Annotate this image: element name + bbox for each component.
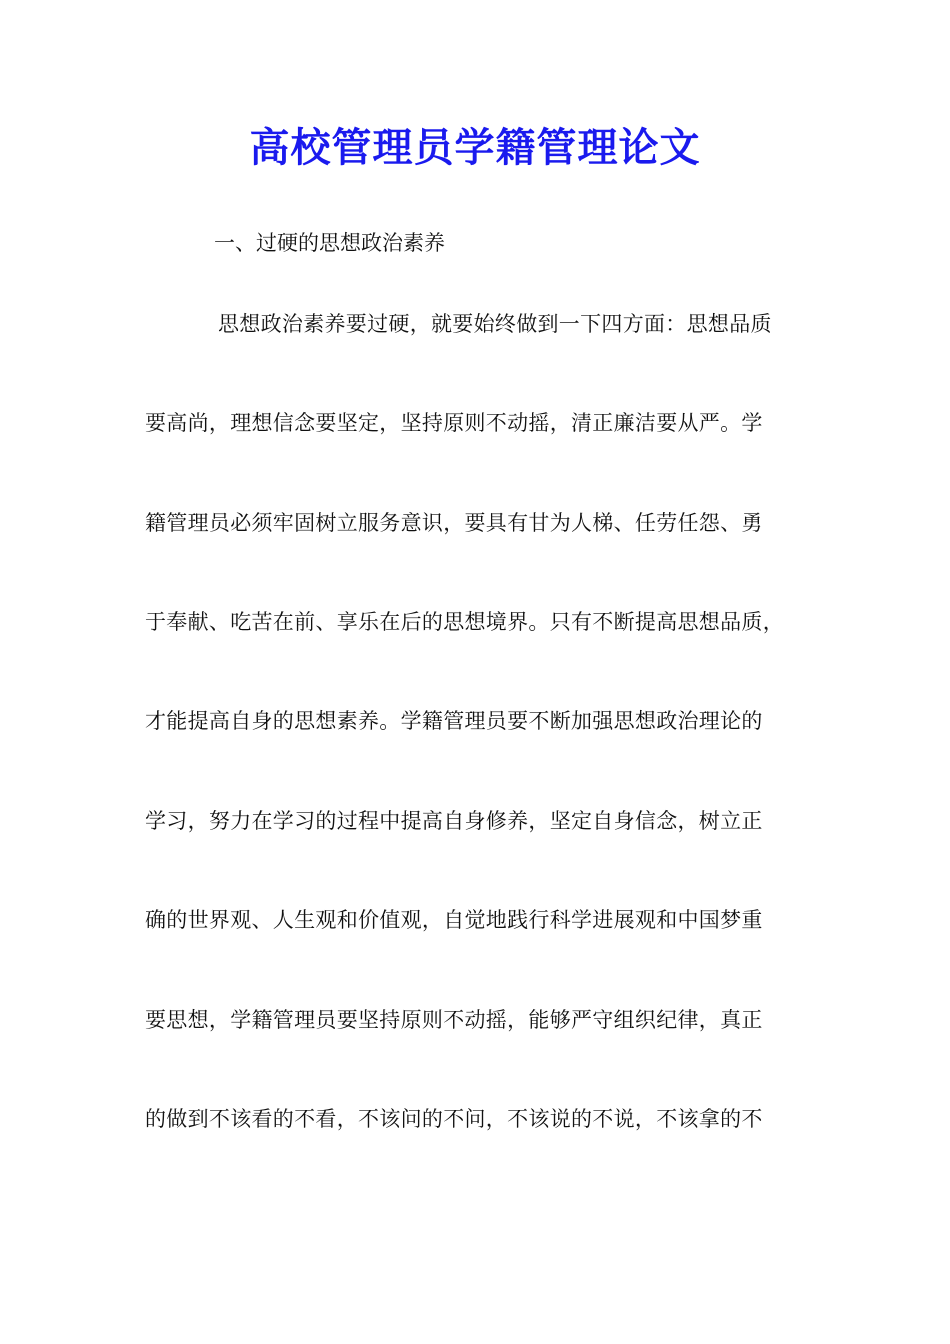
paragraph-line: 确的世界观、人生观和价值观，自觉地践行科学进展观和中国梦重 xyxy=(145,908,763,932)
paragraph-line: 思想政治素养要过硬，就要始终做到一下四方面：思想品质 xyxy=(218,312,772,336)
paragraph-line: 的做到不该看的不看，不该问的不问，不该说的不说，不该拿的不 xyxy=(145,1107,763,1131)
paragraph-line: 于奉献、吃苦在前、享乐在后的思想境界。只有不断提高思想品质， xyxy=(145,610,784,634)
paragraph-line: 要思想，学籍管理员要坚持原则不动摇，能够严守组织纪律，真正 xyxy=(145,1008,763,1032)
section-heading: 一、过硬的思想政治素养 xyxy=(214,231,445,255)
paragraph-line: 才能提高自身的思想素养。学籍管理员要不断加强思想政治理论的 xyxy=(145,709,763,733)
paragraph-line: 籍管理员必须牢固树立服务意识，要具有甘为人梯、任劳任怨、勇 xyxy=(145,511,763,535)
paragraph-line: 学习，努力在学习的过程中提高自身修养，坚定自身信念，树立正 xyxy=(145,809,763,833)
document-title: 高校管理员学籍管理论文 xyxy=(249,124,701,171)
paragraph-line: 要高尚，理想信念要坚定，坚持原则不动摇，清正廉洁要从严。学 xyxy=(145,411,763,435)
